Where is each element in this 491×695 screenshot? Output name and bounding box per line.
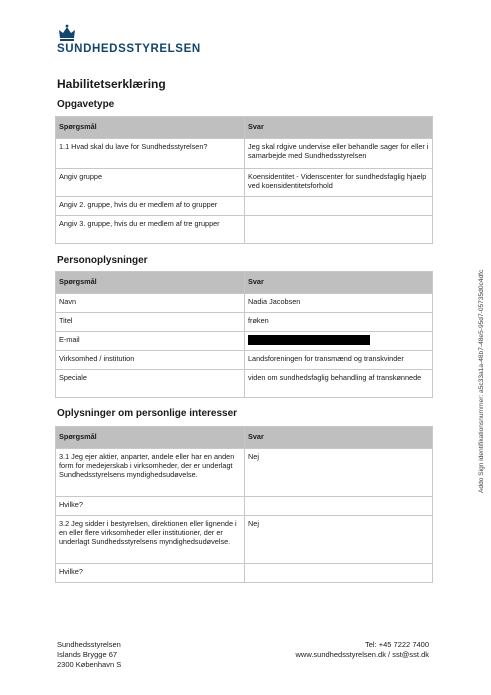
section-title-opgavetype: Opgavetype bbox=[57, 99, 115, 110]
section-title-personoplysninger: Personoplysninger bbox=[57, 255, 148, 266]
brand-name: SUNDHEDSSTYRELSEN bbox=[57, 43, 201, 55]
question-cell: 3.2 Jeg sidder i bestyrelsen, direktionen eller lignende i en eller flere virksomheder eller institutioner, der er underlagt Sundhedsstyrelsens myndighedsudøvelse. bbox=[56, 516, 245, 564]
answer-cell: Nej bbox=[245, 449, 433, 497]
question-cell: Titel bbox=[56, 313, 245, 332]
addo-sign-id: Addo Sign identifikationsnummer: a5c33a1a-48b7-48e5-95d7-05735d0c4dfc bbox=[478, 269, 485, 493]
table-row bbox=[56, 449, 433, 497]
table-row bbox=[56, 516, 433, 564]
table-row bbox=[56, 313, 433, 332]
question-cell: Navn bbox=[56, 294, 245, 313]
footer-phone: Tel: +45 7222 7400 bbox=[364, 640, 429, 649]
section-title-personlige-interesser: Oplysninger om personlige interesser bbox=[57, 408, 238, 419]
table-row bbox=[56, 370, 433, 398]
answer-cell: Landsforeningen for transmænd og transkvinder bbox=[245, 351, 433, 370]
answer-cell: Nadia Jacobsen bbox=[245, 294, 433, 313]
crown-icon bbox=[57, 24, 77, 42]
question-cell: E-mail bbox=[56, 332, 245, 351]
answer-cell bbox=[245, 332, 433, 351]
question-cell: 1.1 Hvad skal du lave for Sundhedsstyrelsen? bbox=[56, 139, 245, 169]
column-header-answer: Svar bbox=[245, 117, 433, 139]
footer-web-email: www.sundhedsstyrelsen.dk / sst@sst.dk bbox=[295, 650, 429, 659]
personoplysninger-table bbox=[55, 271, 433, 398]
column-header-answer: Svar bbox=[245, 427, 433, 449]
column-header-question: Spørgsmål bbox=[56, 272, 245, 294]
table-row bbox=[56, 216, 433, 244]
question-cell: Virksomhed / institution bbox=[56, 351, 245, 370]
question-cell: 3.1 Jeg ejer aktier, anparter, andele eller har en anden form for medejerskab i virksomheder, der er underlagt Sundhedsstyrelsens myndighedsudøvelse. bbox=[56, 449, 245, 497]
document-title: Habilitetserklæring bbox=[57, 77, 166, 91]
answer-cell: viden om sundhedsfaglig behandling af transkønnede bbox=[245, 370, 433, 398]
footer-city: 2300 København S bbox=[57, 660, 122, 669]
answer-cell: Nej bbox=[245, 516, 433, 564]
table-header-row bbox=[56, 427, 433, 449]
answer-cell: frøken bbox=[245, 313, 433, 332]
table-row bbox=[56, 332, 433, 351]
question-cell: Angiv gruppe bbox=[56, 169, 245, 197]
interesser-table bbox=[55, 426, 433, 583]
sst-logo bbox=[57, 24, 201, 60]
table-header-row bbox=[56, 272, 433, 294]
table-row bbox=[56, 139, 433, 169]
column-header-answer: Svar bbox=[245, 272, 433, 294]
answer-cell bbox=[245, 497, 433, 516]
footer-contact bbox=[296, 640, 430, 660]
answer-cell: Koensidentitet - Videnscenter for sundhedsfaglig hjaelp ved koensidentitetsforhold bbox=[245, 169, 433, 197]
footer-address bbox=[57, 640, 121, 670]
question-cell: Speciale bbox=[56, 370, 245, 398]
table-row bbox=[56, 497, 433, 516]
redacted-email bbox=[248, 335, 370, 345]
table-row bbox=[56, 351, 433, 370]
opgavetype-table bbox=[55, 116, 433, 244]
column-header-question: Spørgsmål bbox=[56, 427, 245, 449]
answer-cell bbox=[245, 216, 433, 244]
question-cell: Hvilke? bbox=[56, 497, 245, 516]
table-row bbox=[56, 169, 433, 197]
question-cell: Angiv 3. gruppe, hvis du er medlem af tre grupper bbox=[56, 216, 245, 244]
question-cell: Angiv 2. gruppe, hvis du er medlem af to grupper bbox=[56, 197, 245, 216]
answer-cell bbox=[245, 197, 433, 216]
column-header-question: Spørgsmål bbox=[56, 117, 245, 139]
answer-cell bbox=[245, 564, 433, 583]
footer-org: Sundhedsstyrelsen bbox=[57, 640, 121, 649]
footer-street: Islands Brygge 67 bbox=[57, 650, 118, 659]
table-row bbox=[56, 294, 433, 313]
question-cell: Hvilke? bbox=[56, 564, 245, 583]
table-row bbox=[56, 564, 433, 583]
addo-sign-id-container bbox=[478, 203, 488, 493]
answer-cell: Jeg skal rdgive undervise eller behandle sager for eller i samarbejde med Sundhedsstyrelsen bbox=[245, 139, 433, 169]
table-header-row bbox=[56, 117, 433, 139]
table-row bbox=[56, 197, 433, 216]
